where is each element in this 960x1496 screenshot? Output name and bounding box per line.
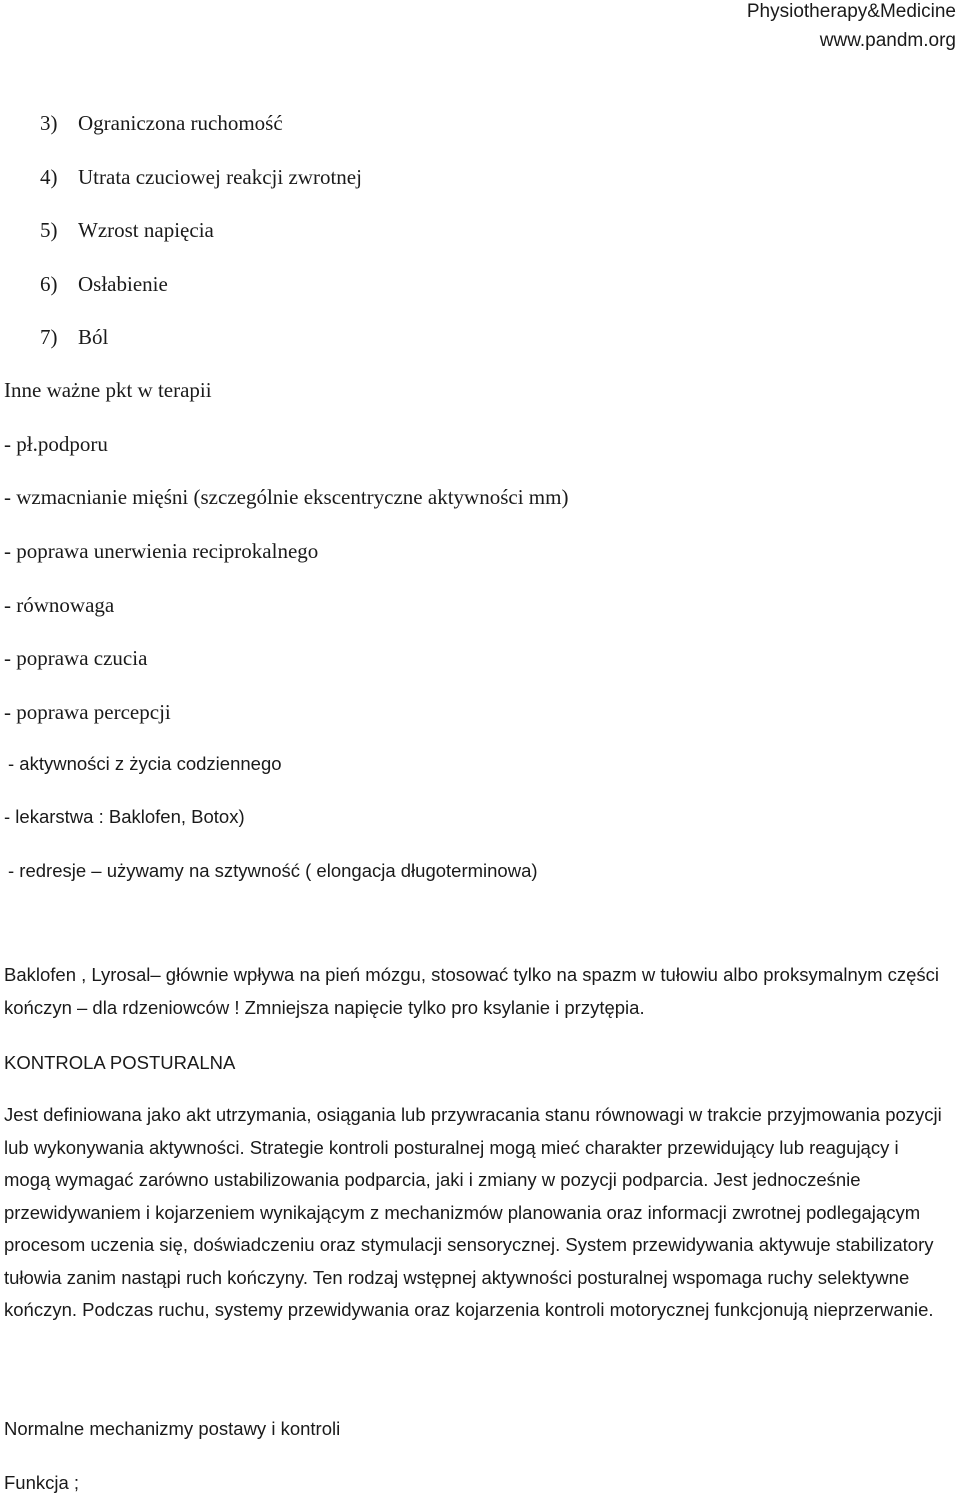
mechanisms-heading: Normalne mechanizmy postawy i kontroli (4, 1418, 341, 1439)
list-item-text: Wzrost napięcia (78, 218, 214, 242)
list-item (40, 111, 283, 136)
list-item-number: 7) (40, 325, 58, 349)
list-item-number: 3) (40, 111, 58, 135)
therapy-item: - wzmacnianie mięśni (szczególnie ekscentryczne aktywności mm) (4, 485, 569, 509)
list-item-text: Utrata czuciowej reakcji zwrotnej (78, 165, 362, 189)
baklofen-paragraph: Baklofen , Lyrosal– głównie wpływa na pień mózgu, stosować tylko na spazm w tułowiu albo proksymalnym części kończyn – dla rdzeniowców ! Zmniejsza napięcie tylko pro ksylanie i przytępia. (4, 964, 940, 1018)
journal-name: Physiotherapy&Medicine (746, 1, 956, 22)
list-item-number: 6) (40, 272, 58, 296)
list-item (40, 165, 362, 190)
therapy-item: - redresje – używamy na sztywność ( elongacja długoterminowa) (8, 860, 538, 881)
therapy-item: - poprawa percepcji (4, 700, 171, 724)
therapy-item: - poprawa czucia (4, 646, 148, 670)
section-paragraph: Jest definiowana jako akt utrzymania, osiągania lub przywracania stanu równowagi w trakcie przyjmowania pozycji lub wykonywania aktywności. Strategie kontroli posturalnej mogą mieć charakter przewidujący lub reagujący i mogą wymagać zarówno ustabilizowania podparcia, jaki i zmiany w pozycji podparcia. Jest jednocześnie przewidywaniem i kojarzeniem wynikającym z mechanizmów planowania oraz informacji zwrotnej podlegającym procesom uczenia się, doświadczeniu oraz stymulacji sensorycznej. System przewidywania aktywuje stabilizatory tułowia zanim nastąpi ruch kończyny. Ten rodzaj wstępnej aktywności posturalnej wspomaga ruchy selektywne kończyn. Podczas ruchu, systemy przewidywania oraz kojarzenia kontroli motorycznej funkcjonują nieprzerwanie. (4, 1104, 942, 1320)
therapy-item: - równowaga (4, 593, 115, 617)
section-title: KONTROLA POSTURALNA (4, 1052, 236, 1073)
list-item-number: 5) (40, 218, 58, 242)
therapy-item: - lekarstwa : Baklofen, Botox) (4, 806, 245, 827)
list-item (40, 272, 168, 297)
journal-website: www.pandm.org (819, 30, 956, 51)
list-item (40, 325, 108, 350)
function-heading: Funkcja ; (4, 1472, 80, 1493)
list-item (40, 218, 214, 243)
therapy-item: - aktywności z życia codziennego (8, 753, 282, 774)
list-item-number: 4) (40, 165, 58, 189)
list-item-text: Ból (78, 325, 109, 349)
therapy-item: - pł.podporu (4, 432, 108, 456)
list-item-text: Osłabienie (78, 272, 168, 296)
therapy-item: - poprawa unerwienia reciprokalnego (4, 539, 319, 563)
therapy-heading: Inne ważne pkt w terapii (4, 378, 212, 402)
list-item-text: Ograniczona ruchomość (78, 111, 283, 135)
